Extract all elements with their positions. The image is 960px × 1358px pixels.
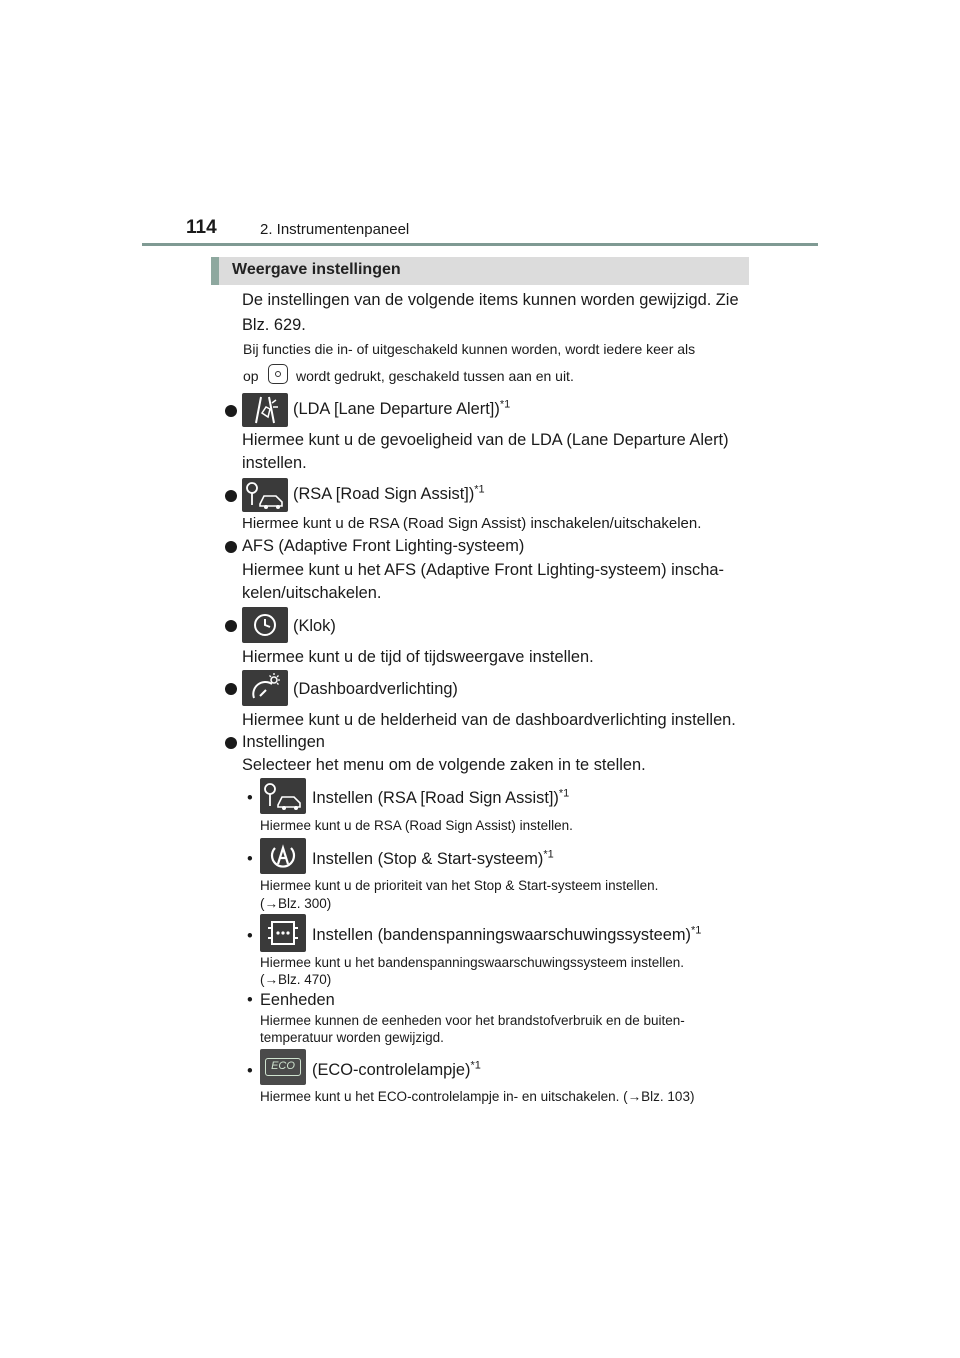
clock-title: (Klok) (293, 617, 336, 635)
lda-desc-line-1: Hiermee kunt u de gevoeligheid van de LDA (Lane Departure Alert) (242, 431, 729, 449)
section-heading: Weergave instellingen (232, 261, 401, 278)
rsa-settings-title: Instellen (RSA [Road Sign Assist])$^{*1}$ (312, 787, 570, 807)
bullet-dashboard (225, 683, 237, 695)
subbullet-rsa: • (247, 789, 253, 807)
intro-note-line-1: Bij functies die in- of uitgeschakeld kunnen worden, wordt iedere keer als (243, 341, 696, 357)
tpws-desc-line-2: (→Blz. 470) (260, 972, 332, 987)
bullet-settings (225, 737, 237, 749)
bullet-rsa (225, 490, 237, 502)
afs-title: AFS (Adaptive Front Lighting-systeem) (242, 537, 525, 555)
subbullet-tpws: • (247, 927, 253, 945)
subbullet-units: • (247, 991, 253, 1009)
lda-title: (LDA [Lane Departure Alert])$^{*1}$ (293, 398, 511, 418)
lda-icon (242, 393, 288, 427)
intro-note-prefix: op (243, 368, 259, 384)
page-number: 114 (186, 217, 217, 238)
bullet-lda (225, 405, 237, 417)
eco-icon (260, 1049, 306, 1085)
eco-title: (ECO-controlelampje)$^{*1}$ (312, 1059, 481, 1079)
stop-start-title: Instellen (Stop & Start-systeem)$^{*1}$ (312, 848, 554, 868)
settings-desc: Selecteer het menu om de volgende zaken in te stellen. (242, 756, 646, 774)
eco-icon-label: ECO (265, 1058, 301, 1076)
rsa-settings-desc: Hiermee kunt u de RSA (Road Sign Assist) instellen. (260, 818, 573, 833)
tire-pressure-icon (260, 914, 306, 952)
dashboard-title: (Dashboardverlichting) (293, 680, 458, 698)
intro-line-1: De instellingen van de volgende items kunnen worden gewijzigd. Zie (242, 291, 739, 309)
rsa-settings-icon (260, 778, 306, 814)
dashboard-desc: Hiermee kunt u de helderheid van de dashboardverlichting instellen. (242, 711, 736, 729)
rsa-icon (242, 478, 288, 512)
dashboard-light-icon (242, 670, 288, 706)
rsa-title: (RSA [Road Sign Assist])$^{*1}$ (293, 483, 485, 503)
stop-start-desc-line-2: (→Blz. 300) (260, 896, 332, 911)
intro-line-2: Blz. 629. (242, 316, 306, 334)
stop-start-icon (260, 838, 306, 874)
tpws-title: Instellen (bandenspanningswaarschuwingssysteem)$^{*1}$ (312, 924, 702, 944)
subbullet-eco: • (247, 1062, 253, 1080)
clock-icon (242, 607, 288, 643)
bullet-afs (225, 541, 237, 553)
section-heading-band (211, 257, 749, 285)
eco-desc: Hiermee kunt u het ECO-controlelampje in- en uitschakelen. (→Blz. 103) (260, 1089, 695, 1104)
stop-start-desc-line-1: Hiermee kunt u de prioriteit van het Stop & Start-systeem instellen. (260, 878, 659, 893)
subbullet-stopstart: • (247, 850, 253, 868)
bullet-clock (225, 620, 237, 632)
afs-desc-line-2: kelen/uitschakelen. (242, 584, 382, 602)
tpws-desc-line-1: Hiermee kunt u het bandenspanningswaarschuwingssysteem instellen. (260, 955, 684, 970)
select-button-icon (268, 364, 288, 384)
clock-desc: Hiermee kunt u de tijd of tijdsweergave instellen. (242, 648, 594, 666)
header-divider (142, 243, 818, 246)
units-desc-line-1: Hiermee kunnen de eenheden voor het brandstofverbruik en de buiten- (260, 1013, 685, 1028)
intro-note-suffix: wordt gedrukt, geschakeld tussen aan en uit. (296, 368, 574, 384)
section-title: 2. Instrumentenpaneel (260, 221, 410, 238)
afs-desc-line-1: Hiermee kunt u het AFS (Adaptive Front Lighting-systeem) inscha- (242, 561, 724, 579)
units-title: Eenheden (260, 991, 335, 1009)
units-desc-line-2: temperatuur worden gewijzigd. (260, 1030, 444, 1045)
settings-title: Instellingen (242, 733, 325, 751)
rsa-desc: Hiermee kunt u de RSA (Road Sign Assist) inschakelen/uitschakelen. (242, 515, 702, 532)
lda-desc-line-2: instellen. (242, 454, 307, 472)
